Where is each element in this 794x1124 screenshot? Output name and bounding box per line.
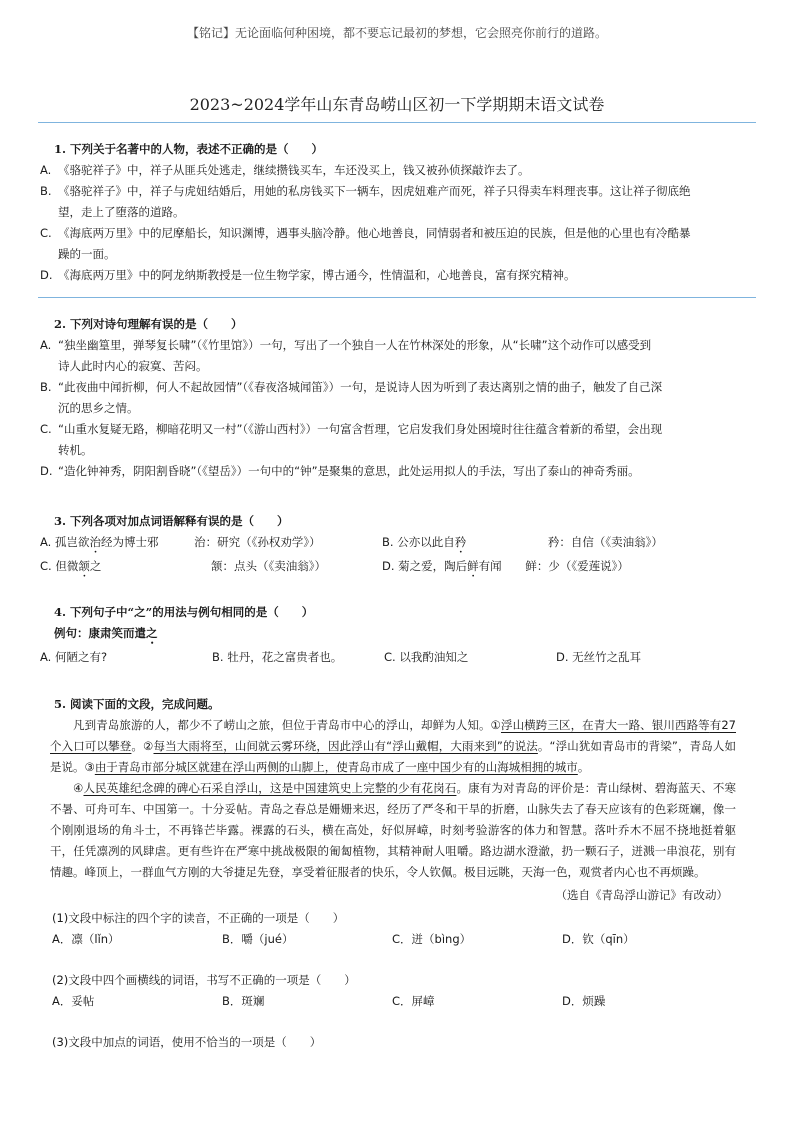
question-2-option-b[interactable] (40, 377, 744, 419)
option-text: 钦（qīn） (582, 932, 635, 946)
option-key: A. (40, 163, 52, 177)
option-key: B. (382, 535, 394, 549)
question-3-stem: 3. 下列各项对加点词语解释有误的是（ ） (54, 514, 289, 528)
option-key: D. (382, 559, 395, 573)
sub-question-2: (2)文段中四个画横线的词语，书写不正确的一项是（ ） (52, 973, 356, 987)
option-text: 嚼（jué） (241, 932, 294, 946)
option-text: 《骆驼祥子》中，祥子从匪兵处逃走，继续攒钱买车，车还没买上，钱又被孙侦探敲诈去了。 (58, 163, 530, 177)
option-text: 有闻 (478, 559, 502, 573)
question-4-option-c[interactable] (384, 647, 556, 668)
question-2-stem: 2. 下列对诗句理解有误的是（ ） (54, 317, 243, 331)
option-text: 牡丹，花之富贵者也。 (227, 650, 343, 664)
section-divider (38, 297, 756, 298)
passage-text: 。 (577, 760, 590, 774)
question-3-option-a[interactable] (40, 532, 382, 556)
question-3-option-d[interactable] (382, 556, 629, 580)
option-text-cont: 躁的一面。 (58, 247, 116, 261)
question-1-option-b[interactable] (40, 181, 744, 223)
option-key: C． (392, 932, 412, 946)
option-key: A. (40, 650, 52, 664)
option-text: 但微 (55, 559, 79, 573)
sub-question-3: (3)文段中加点的词语，使用不恰当的一项是（ ） (52, 1035, 322, 1049)
option-text: 以我酌油知之 (399, 650, 469, 664)
option-text: 经为博士邪 (100, 535, 159, 549)
option-key: D. (556, 650, 569, 664)
question-4-stem: 4. 下列句子中“之”的用法与例句相同的是（ ） (54, 605, 314, 619)
option-text: “独坐幽篁里，弹琴复长啸”（《竹里馆》）一句，写出了一个独自一人在竹林深处的形象，从“长啸”这个动作可以感受到 (58, 338, 652, 352)
option-key: D. (40, 268, 53, 282)
question-4-option-d[interactable] (556, 647, 641, 668)
option-key: C. (40, 559, 52, 573)
passage-text: 。② (131, 739, 154, 753)
underlined-sentence: 有27个入口可以攀登 (50, 718, 736, 753)
page-title: 2023~2024学年山东青岛崂山区初一下学期期末语文试卷 (189, 95, 605, 114)
option-key: A． (52, 932, 72, 946)
option-text: 迸（bìng） (411, 932, 472, 946)
dotted-word: 矜 (454, 535, 467, 549)
underlined-sentence: 每当大雨将至，山间就云雾环绕，因此浮山有“浮山戴帽，大雨来到”的说法 (153, 739, 538, 753)
passage-text: 梁”，青岛人如是说。③ (50, 739, 737, 774)
example-text: 例句：康肃笑而遣 (54, 626, 146, 640)
option-text: 凛（lǐn） (71, 932, 120, 946)
option-text: “山重水复疑无路，柳暗花明又一村”（《游山西村》）一句富含哲理，它启发我们身处困境时往往蕴含着新的希望，会出现 (58, 422, 663, 436)
sub-question-1-option-a[interactable] (52, 929, 222, 950)
option-text-cont: 诗人此时内心的寂寞、苦闷。 (58, 359, 208, 373)
dotted-word: 治 (89, 535, 101, 549)
option-text: 斑斓 (241, 994, 265, 1008)
underlined-sentence: 浮山横跨三区，在青大一路、银川西路等 (500, 718, 710, 732)
passage-text: 心也不再烦躁。 (625, 865, 706, 879)
question-2-option-c[interactable] (40, 419, 744, 461)
option-text: 何陋之有? (54, 650, 108, 664)
option-explanation: 矜：自信（《卖油翁》） (547, 535, 663, 549)
question-1-stem: 1. 下列关于名著中的人物，表述不正确的是（ ） (54, 142, 324, 156)
option-key: A. (40, 338, 52, 352)
question-2 (40, 314, 744, 482)
passage-text: 斓，像一个刚刚退场的角斗士，不再锋芒毕露。裸露的石头，横在高处，好似屏嶂，时刻考验游客的体力和智慧。落叶乔木不屈不 (50, 802, 736, 837)
sub-question-1-option-b[interactable] (222, 929, 392, 950)
sub-question-1-option-c[interactable] (392, 929, 562, 950)
option-key: B． (222, 994, 242, 1008)
motto-banner: 【铭记】无论面临何种困境，都不要忘记最初的梦想，它会照亮你前行的道路。 (186, 26, 607, 40)
option-key: A． (52, 994, 72, 1008)
option-text: 《海底两万里》中的阿龙纳斯教授是一位生物学家，博古通今，性情温和，心地善良，富有探究精神。 (58, 268, 576, 282)
option-text-cont: 望，走上了堕落的道路。 (58, 205, 185, 219)
passage-text: ④ (73, 781, 84, 795)
option-text: 《骆驼祥子》中，祥子与虎妞结婚后，用她的私房钱买下一辆车，因虎妞难产而死，祥子只得卖车料理丧事。这让祥子彻底绝 (58, 184, 691, 198)
question-1-option-a[interactable] (40, 160, 744, 181)
option-text: 之 (89, 559, 102, 573)
sub-question-2-option-d[interactable] (562, 991, 605, 1012)
sub-question-2-option-c[interactable] (392, 991, 562, 1012)
underlined-sentence: 由于青岛市部分城区就建在浮山两侧的山脚上，使青岛市成了一座中国少有的山海城相拥的城市 (94, 760, 578, 774)
option-text-cont: 转机。 (58, 443, 93, 457)
option-text: 孤岂欲 (54, 535, 90, 549)
option-text: 菊之爱，陶后 (398, 559, 468, 573)
passage-paragraph-2 (50, 778, 736, 883)
underlined-sentence: 人民英雄纪念碑的碑心石采自浮山，这是中国建筑史上完整的少有花岗石 (83, 781, 457, 795)
option-text: 烦躁 (582, 994, 606, 1008)
option-text: 《海底两万里》中的尼摩船长，知识渊博，遇事头脑冷静。他心地善良，同情弱者和被压迫的民族，但是他的心里也有冷酷暴 (58, 226, 691, 240)
question-1-option-c[interactable] (40, 223, 744, 265)
question-4 (40, 602, 744, 668)
option-key: C. (40, 422, 52, 436)
dotted-word: 颔 (78, 559, 90, 573)
option-text: “此夜曲中闻折柳，何人不起故园情”（《春夜洛城闻笛》）一句，是说诗人因为听到了表达离别之情的曲子，触发了自己深 (58, 380, 663, 394)
title-divider (38, 122, 756, 123)
option-key: D． (562, 994, 583, 1008)
option-key: D. (40, 464, 53, 478)
question-4-example (54, 623, 744, 647)
option-text: 屏嶂 (411, 994, 435, 1008)
question-4-option-a[interactable] (40, 647, 212, 668)
option-key: C. (384, 650, 396, 664)
passage-text: 。康有为对青岛的评价是：青山绿树、碧海蓝天、 (456, 781, 713, 795)
question-5-stem: 5. 阅读下面的文段，完成问题。 (54, 697, 220, 711)
question-4-option-b[interactable] (212, 647, 384, 668)
option-key: B. (40, 184, 52, 198)
option-key: D． (562, 932, 583, 946)
option-key: B. (212, 650, 224, 664)
dotted-word: 之 (146, 626, 158, 640)
sub-question-1: (1)文段中标注的四个字的读音，不正确的一项是（ ） (52, 911, 345, 925)
sub-question-2-option-b[interactable] (222, 991, 392, 1012)
dotted-word: 鲜 (467, 559, 479, 573)
question-3-option-c[interactable] (40, 556, 382, 580)
option-key: C. (40, 226, 52, 240)
option-text: 无丝竹之乱耳 (572, 650, 642, 664)
option-text: 妥帖 (71, 994, 95, 1008)
option-text: 公亦以此自 (397, 535, 455, 549)
option-explanation: 治：研究（《孙权劝学》） (194, 535, 321, 549)
passage-text: 凡到青岛旅游的人，都少不了崂山之旅，但位于青岛市中心的浮山，却鲜为人知。① (73, 718, 501, 732)
question-2-option-a[interactable] (40, 335, 744, 377)
option-text-cont: 沉的思乡之情。 (58, 401, 139, 415)
option-explanation: 颔：点头（《卖油翁》） (211, 559, 326, 573)
question-3-option-b[interactable] (382, 532, 663, 556)
question-2-option-d[interactable] (40, 461, 744, 482)
option-key: C． (392, 994, 412, 1008)
passage-paragraph-1 (50, 715, 736, 778)
question-1-option-d[interactable] (40, 265, 744, 286)
passage-text: 挠地挺着躯干，任凭凛冽的风肆虐。更有些许在严寒中挑战极限的匍匐植物，其精神耐人咀嚼。路边湖水澄澈，扔一颗石子，迸溅 (50, 823, 737, 858)
passage-source: （选自《青岛浮山游记》有改动） (555, 888, 728, 902)
sub-question-2-option-a[interactable] (52, 991, 222, 1012)
option-key: A. (40, 535, 52, 549)
sub-question-1-option-d[interactable] (562, 929, 635, 950)
option-key: B. (40, 380, 52, 394)
option-key: B． (222, 932, 242, 946)
passage-text: 一串浪花，别有情趣。峰顶上，一群血气方刚的大爷捷足先登，享受着征服者的快乐，令人钦佩。极目远眺，天海一色，观赏者内 (50, 844, 736, 879)
passage-text: 不寒不暑、可舟可车、中国第一。十分妥帖。青岛之春总是姗姗来迟，经历了严冬和干旱的折磨，山脉失去了春天应该有的色彩斑 (50, 781, 737, 816)
question-1 (40, 139, 744, 286)
question-3 (40, 511, 744, 580)
question-5 (50, 694, 737, 1053)
option-text: “造化钟神秀，阴阳割昏晓”（《望岳》）一句中的“钟”是聚集的意思，此处运用拟人的手法，写出了泰山的神奇秀丽。 (58, 464, 640, 478)
option-explanation: 鲜：少（《爱莲说》） (525, 559, 629, 573)
passage-text: 。“浮山犹如青岛市的背 (537, 739, 661, 753)
